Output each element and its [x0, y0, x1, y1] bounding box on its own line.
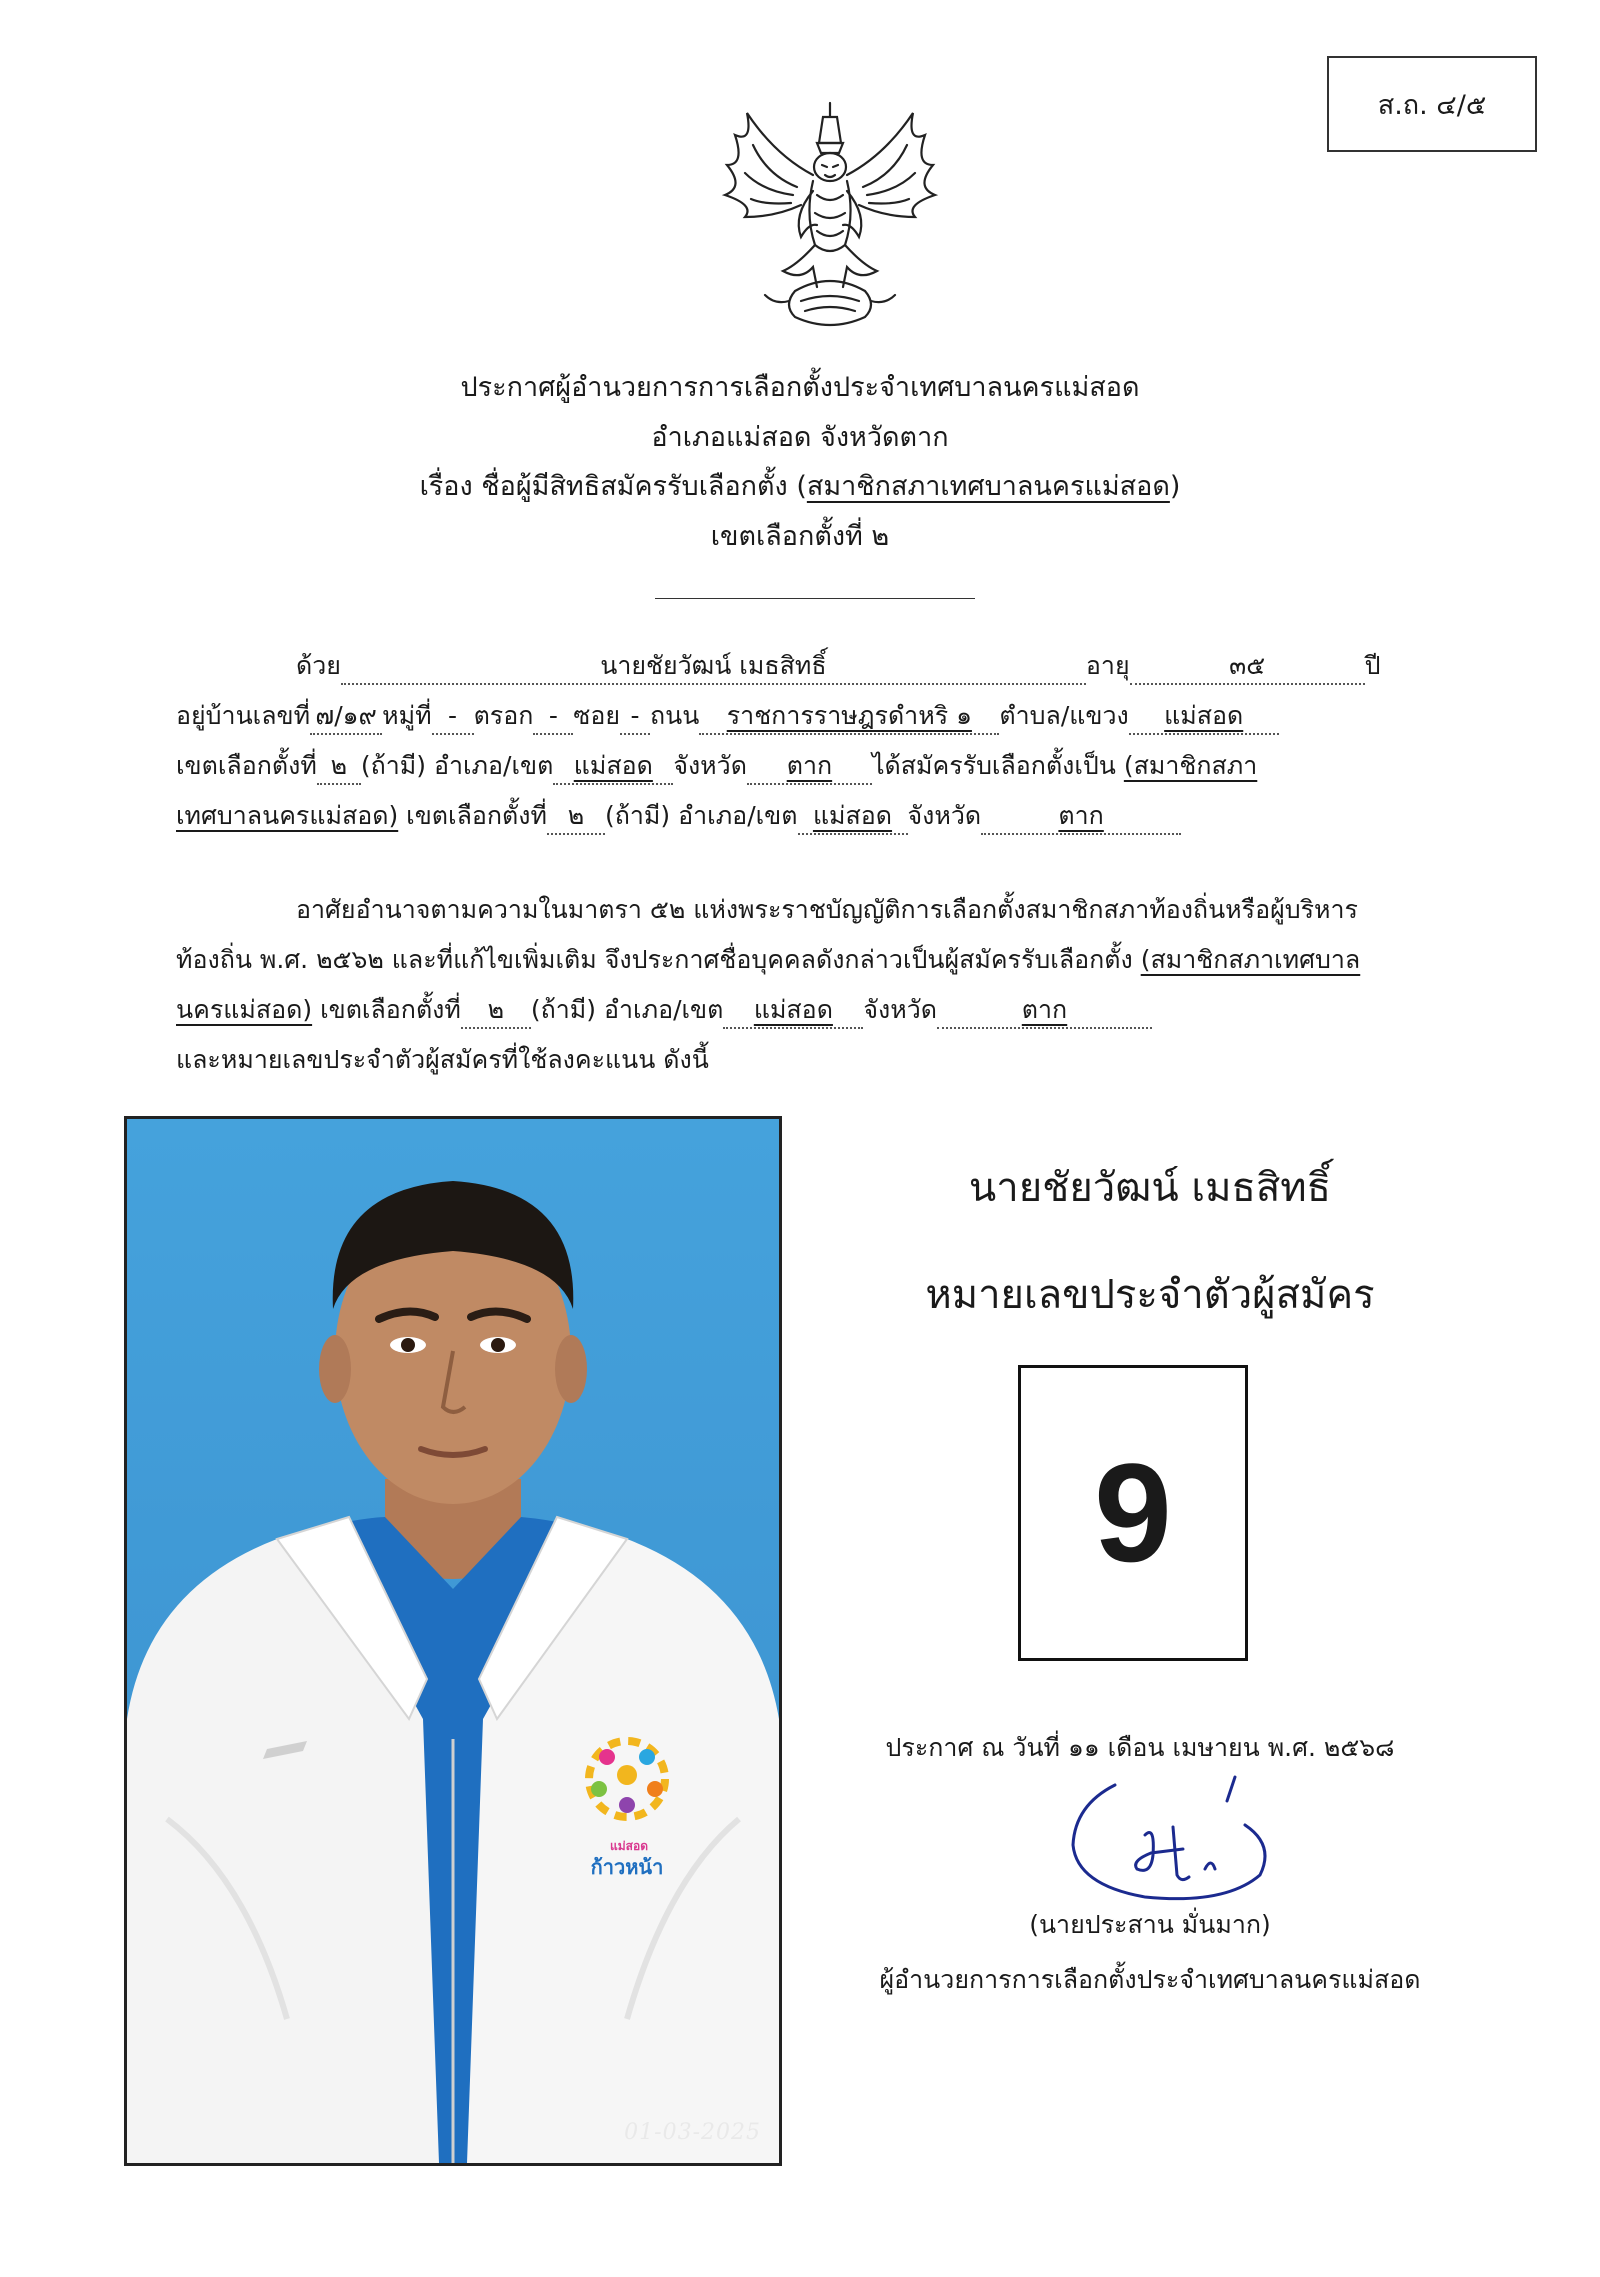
moo: - [432, 699, 474, 735]
para2-province: ตาก [937, 993, 1152, 1029]
province: ตาก [747, 749, 872, 785]
zone-2: ๒ [547, 799, 605, 835]
district-label-2: อำเภอ/เขต [678, 801, 798, 830]
district-label: อำเภอ/เขต [433, 751, 554, 780]
para2-line2-text: ท้องถิ่น พ.ศ. ๒๕๖๒ และที่แก้ไขเพิ่มเติม จึงประกาศชื่อบุคคลดังกล่าวเป็นผู้สมัครรับเลือกตั้ง [176, 945, 1133, 974]
signature-icon [1055, 1765, 1285, 1915]
para2-line3 [176, 990, 1152, 1030]
form-code: ส.ถ. ๔/๕ [1377, 89, 1487, 121]
para2-line4: และหมายเลขประจำตัวผู้สมัครที่ใช้ลงคะแนน ดังนี้ [176, 1045, 709, 1074]
signer-name: (นายประสาน มั่นมาก) [1029, 1910, 1271, 1939]
title-subject-position: สมาชิกสภาเทศบาลนครแม่สอด [806, 471, 1170, 502]
trok-label: ตรอก [473, 701, 534, 730]
province-2: ตาก [981, 799, 1181, 835]
para1-line3 [176, 746, 1257, 786]
garuda-emblem-icon [705, 95, 955, 340]
road: ราชการราษฎรดำหริ ๑ [699, 699, 999, 735]
para2-province-label: จังหวัด [863, 995, 937, 1024]
district: แม่สอด [553, 749, 673, 785]
position-part1: (สมาชิกสภา [1123, 751, 1258, 780]
if-any-label: (ถ้ามี) [360, 751, 426, 780]
lead-label: ด้วย [296, 651, 341, 680]
para2-line1: อาศัยอำนาจตามความในมาตรา ๕๒ แห่งพระราชบัญญัติการเลือกตั้งสมาชิกสภาท้องถิ่นหรือผู้บริหาร [296, 895, 1358, 924]
house-no-label: อยู่บ้านเลขที่ [176, 701, 311, 730]
title-line-2: อำเภอแม่สอด จังหวัดตาก [651, 422, 949, 453]
candidate-photo [124, 1116, 782, 2166]
position-part2: เทศบาลนครแม่สอด) [176, 801, 399, 830]
applied-as-label: ได้สมัครรับเลือกตั้งเป็น [871, 751, 1116, 780]
moo-label: หมู่ที่ [382, 701, 432, 730]
applicant-name: นายชัยวัฒน์ เมธสิทธิ์ [341, 649, 1086, 685]
party-logo-text: ก้าวหน้า [590, 1855, 664, 1879]
candidate-number: 9 [1094, 1434, 1172, 1591]
subdistrict: แม่สอด [1129, 699, 1279, 735]
age-label: อายุ [1085, 651, 1130, 680]
if-any-label-2: (ถ้ามี) [604, 801, 671, 830]
para2-position-part1: (สมาชิกสภาเทศบาล [1140, 945, 1361, 974]
title-line-4: เขตเลือกตั้งที่ ๒ [710, 521, 890, 552]
title-line-3 [0, 467, 1600, 507]
candidate-number-box [1018, 1365, 1248, 1661]
candidate-portrait-icon [127, 1119, 779, 2163]
title-line-1: ประกาศผู้อำนวยการการเลือกตั้งประจำเทศบาลนครแม่สอด [460, 372, 1140, 403]
para2-zone-label: เขตเลือกตั้งที่ [320, 995, 461, 1024]
para1-line1 [296, 646, 1381, 686]
zone-label: เขตเลือกตั้งที่ [176, 751, 317, 780]
para2-zone: ๒ [461, 993, 531, 1029]
house-no: ๗/๑๙ [310, 699, 382, 735]
province-label: จังหวัด [673, 751, 747, 780]
para2-if-any-label: (ถ้ามี) [530, 995, 597, 1024]
district-2: แม่สอด [798, 799, 908, 835]
applicant-age: ๓๕ [1130, 649, 1365, 685]
title-subject-prefix: เรื่อง ชื่อผู้มีสิทธิสมัครรับเลือกตั้ง ( [419, 471, 807, 502]
zone: ๒ [317, 749, 361, 785]
trok: - [533, 699, 573, 735]
candidate-name: นายชัยวัฒน์ เมธสิทธิ์ [968, 1165, 1332, 1211]
title-divider [655, 598, 975, 599]
province-label-2: จังหวัด [907, 801, 982, 830]
form-code-box [1327, 56, 1537, 152]
para2-district: แม่สอด [723, 993, 863, 1029]
para1-line4 [176, 796, 1181, 836]
para1-line2 [176, 696, 1279, 736]
para2-district-label: อำเภอ/เขต [604, 995, 724, 1024]
road-label: ถนน [650, 701, 700, 730]
party-logo-small-text: แม่สอด [610, 1839, 648, 1853]
photo-date-stamp: 01-03-2025 [624, 2120, 761, 2145]
zone-label-2: เขตเลือกตั้งที่ [406, 801, 547, 830]
age-unit: ปี [1364, 651, 1381, 680]
title-subject-suffix: ) [1169, 471, 1181, 502]
signer-position: ผู้อำนวยการการเลือกตั้งประจำเทศบาลนครแม่สอด [879, 1965, 1421, 1994]
announcement-date: ประกาศ ณ วันที่ ๑๑ เดือน เมษายน พ.ศ. ๒๕๖๘ [885, 1733, 1395, 1762]
para2-position-part2: นครแม่สอด) [176, 995, 313, 1024]
subdistrict-label: ตำบล/แขวง [999, 701, 1129, 730]
soi-label: ซอย [573, 701, 621, 730]
soi: - [620, 699, 650, 735]
candidate-number-label: หมายเลขประจำตัวผู้สมัคร [925, 1272, 1375, 1318]
para2-line2 [176, 940, 1360, 980]
